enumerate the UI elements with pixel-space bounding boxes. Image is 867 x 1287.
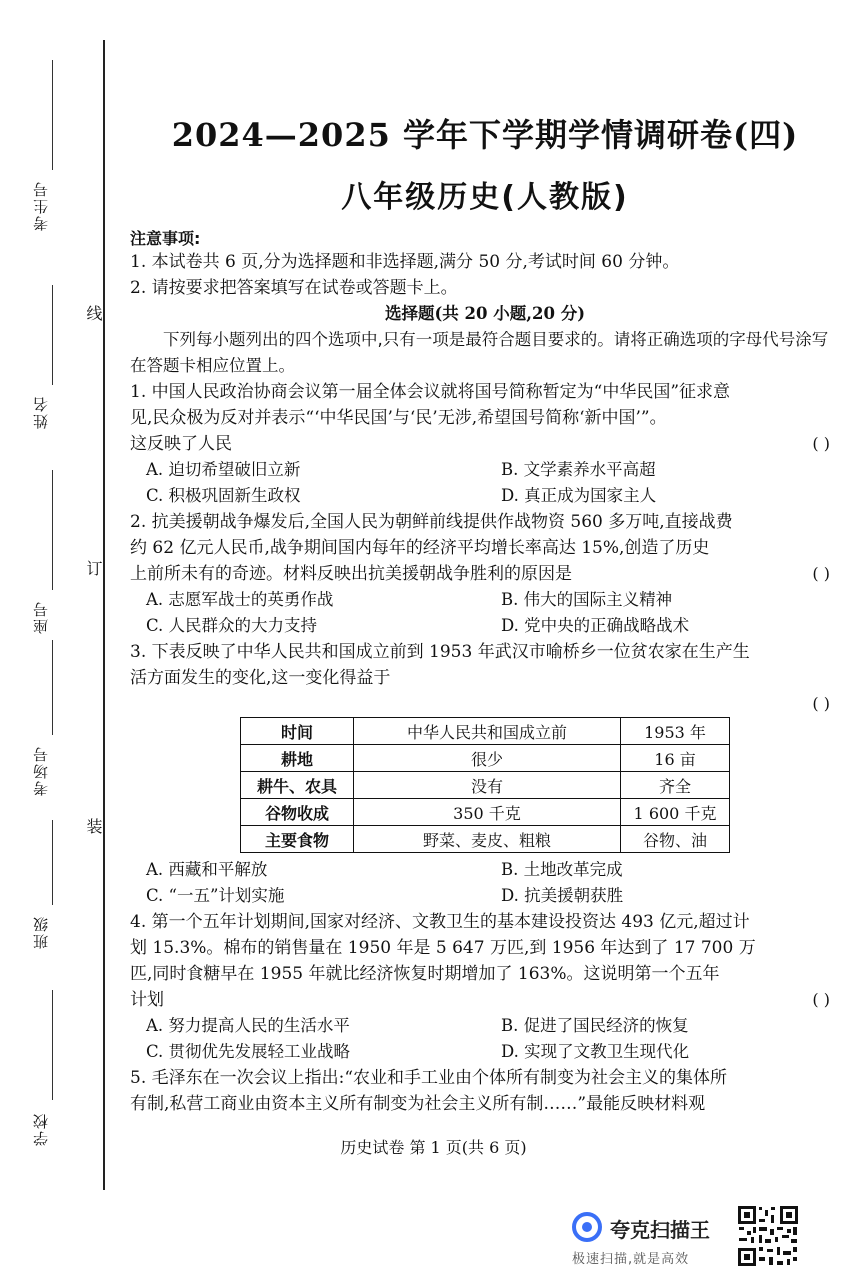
exam-title: 2024—2025 学年下学期学情调研卷(四)	[171, 116, 799, 154]
question-3	[130, 639, 840, 909]
option-a[interactable]: A. 迫切希望破旧立新	[146, 460, 301, 479]
question-line: ( ) 计划	[130, 987, 840, 1013]
option-d[interactable]: D. 党中央的正确战略战术	[501, 616, 690, 635]
table-cell: 耕牛、农具	[241, 772, 354, 799]
option-d[interactable]: D. 真正成为国家主人	[501, 486, 657, 505]
option-c[interactable]: C. “一五”计划实施	[146, 886, 285, 905]
field-line	[52, 285, 53, 385]
question-line: 匹,同时食糖早在 1955 年就比经济恢复时期增加了 163%。这说明第一个五年	[130, 964, 720, 984]
question-line: 见,民众极为反对并表示“‘中华民国’与‘民’无涉,希望国号简称‘新中国’”。	[130, 408, 667, 428]
table-row	[241, 745, 730, 772]
page-footer: 历史试卷 第 1 页(共 6 页)	[340, 1138, 527, 1157]
table-cell: 16 亩	[621, 745, 730, 772]
question-line: 3. 下表反映了中华人民共和国成立前到 1953 年武汉市喻桥乡一位贫农家在生产生	[130, 642, 750, 662]
data-table	[240, 717, 730, 853]
option-a[interactable]: A. 西藏和平解放	[146, 860, 268, 879]
question-line: ( ) 上前所未有的奇迹。材料反映出抗美援朝战争胜利的原因是	[130, 561, 840, 587]
option-b[interactable]: B. 伟大的国际主义精神	[501, 590, 673, 609]
field-line	[52, 820, 53, 905]
question-1	[130, 379, 840, 509]
field-line	[52, 990, 53, 1100]
scanner-slogan: 极速扫描,就是高效	[572, 1252, 690, 1267]
cut-mark-bind: 订	[84, 560, 103, 576]
field-line	[52, 60, 53, 170]
question-line: ( ) 这反映了人民	[130, 431, 840, 457]
field-line	[52, 640, 53, 735]
table-header-cell: 1953 年	[621, 718, 730, 745]
question-line: 有制,私营工商业由资本主义所有制变为社会主义所有制……”最能反映材料观	[130, 1094, 706, 1114]
exam-subtitle: 八年级历史(人教版)	[341, 180, 629, 215]
table-cell: 没有	[354, 772, 621, 799]
question-line: 约 62 亿元人民币,战争期间国内每年的经济平均增长率高达 15%,创造了历史	[130, 538, 710, 558]
option-b[interactable]: B. 土地改革完成	[501, 860, 623, 879]
options	[130, 1013, 840, 1065]
cut-mark-line: 线	[84, 305, 103, 321]
notice-heading: 注意事项:	[130, 229, 201, 248]
table-cell: 谷物、油	[621, 826, 730, 853]
option-d[interactable]: D. 实现了文教卫生现代化	[501, 1042, 690, 1061]
exam-content	[130, 100, 840, 1117]
binding-line	[103, 40, 105, 1190]
table-row	[241, 826, 730, 853]
binding-margin	[0, 0, 110, 1200]
question-2	[130, 509, 840, 639]
answer-blank[interactable]: ( )	[812, 694, 830, 713]
table-row	[241, 772, 730, 799]
option-b[interactable]: B. 文学素养水平高超	[501, 460, 656, 479]
options	[130, 587, 840, 639]
question-line: 划 15.3%。棉布的销售量在 1950 年是 5 647 万匹,到 1956 年达到了 17 700 万	[130, 938, 756, 958]
table-row	[241, 799, 730, 826]
question-line: 5. 毛泽东在一次会议上指出:“农业和手工业由个体所有制变为社会主义的集体所	[130, 1068, 728, 1088]
field-exam-room: 考场号	[32, 745, 50, 796]
question-5	[130, 1065, 840, 1117]
table-cell: 耕地	[241, 745, 354, 772]
option-d[interactable]: D. 抗美援朝获胜	[501, 886, 624, 905]
field-name: 姓名	[32, 395, 50, 429]
table-cell: 主要食物	[241, 826, 354, 853]
option-c[interactable]: C. 人民群众的大力支持	[146, 616, 318, 635]
qr-code-icon	[737, 1205, 799, 1267]
field-seat: 座号	[32, 600, 50, 634]
table-header-cell: 中华人民共和国成立前	[354, 718, 621, 745]
option-c[interactable]: C. 贯彻优先发展轻工业战略	[146, 1042, 351, 1061]
table-cell: 350 千克	[354, 799, 621, 826]
question-line: 活方面发生的变化,这一变化得益于	[130, 668, 391, 688]
field-exam-number: 考生号	[32, 180, 50, 231]
question-4	[130, 909, 840, 1065]
option-b[interactable]: B. 促进了国民经济的恢复	[501, 1016, 689, 1035]
scanner-watermark	[572, 1208, 732, 1268]
question-line: 1. 中国人民政治协商会议第一届全体会议就将国号简称暂定为“中华民国”征求意	[130, 382, 731, 402]
field-school: 学校	[32, 1112, 50, 1146]
table-cell: 齐全	[621, 772, 730, 799]
scanner-logo-icon	[572, 1212, 602, 1242]
scanner-name: 夸克扫描王	[610, 1218, 710, 1242]
table-cell: 很少	[354, 745, 621, 772]
options	[130, 857, 840, 909]
table-header-row	[241, 718, 730, 745]
question-line: 4. 第一个五年计划期间,国家对经济、文教卫生的基本建设投资达 493 亿元,超过计	[130, 912, 750, 932]
options	[130, 457, 840, 509]
cut-mark-pack: 装	[84, 818, 103, 834]
answer-blank[interactable]: ( )	[812, 990, 830, 1009]
table-header-cell: 时间	[241, 718, 354, 745]
option-a[interactable]: A. 努力提高人民的生活水平	[146, 1016, 350, 1035]
option-a[interactable]: A. 志愿军战士的英勇作战	[146, 590, 334, 609]
answer-blank[interactable]: ( )	[812, 564, 830, 583]
question-line: 2. 抗美援朝战争爆发后,全国人民为朝鲜前线提供作战物资 560 多万吨,直接战费	[130, 512, 733, 532]
table-cell: 1 600 千克	[621, 799, 730, 826]
field-line	[52, 470, 53, 590]
notice-item: 2. 请按要求把答案填写在试卷或答题卡上。	[130, 278, 458, 298]
option-c[interactable]: C. 积极巩固新生政权	[146, 486, 301, 505]
section-instruction: 下列每小题列出的四个选项中,只有一项是最符合题目要求的。请将正确选项的字母代号涂写在答题卡相应位置上。	[130, 330, 829, 375]
section-title: 选择题(共 20 小题,20 分)	[384, 304, 585, 323]
table-cell: 谷物收成	[241, 799, 354, 826]
question-line	[130, 691, 840, 713]
table-cell: 野菜、麦皮、粗粮	[354, 826, 621, 853]
notice-item: 1. 本试卷共 6 页,分为选择题和非选择题,满分 50 分,考试时间 60 分钟。	[130, 252, 680, 272]
answer-blank[interactable]: ( )	[812, 434, 830, 453]
field-class: 班级	[32, 915, 50, 949]
